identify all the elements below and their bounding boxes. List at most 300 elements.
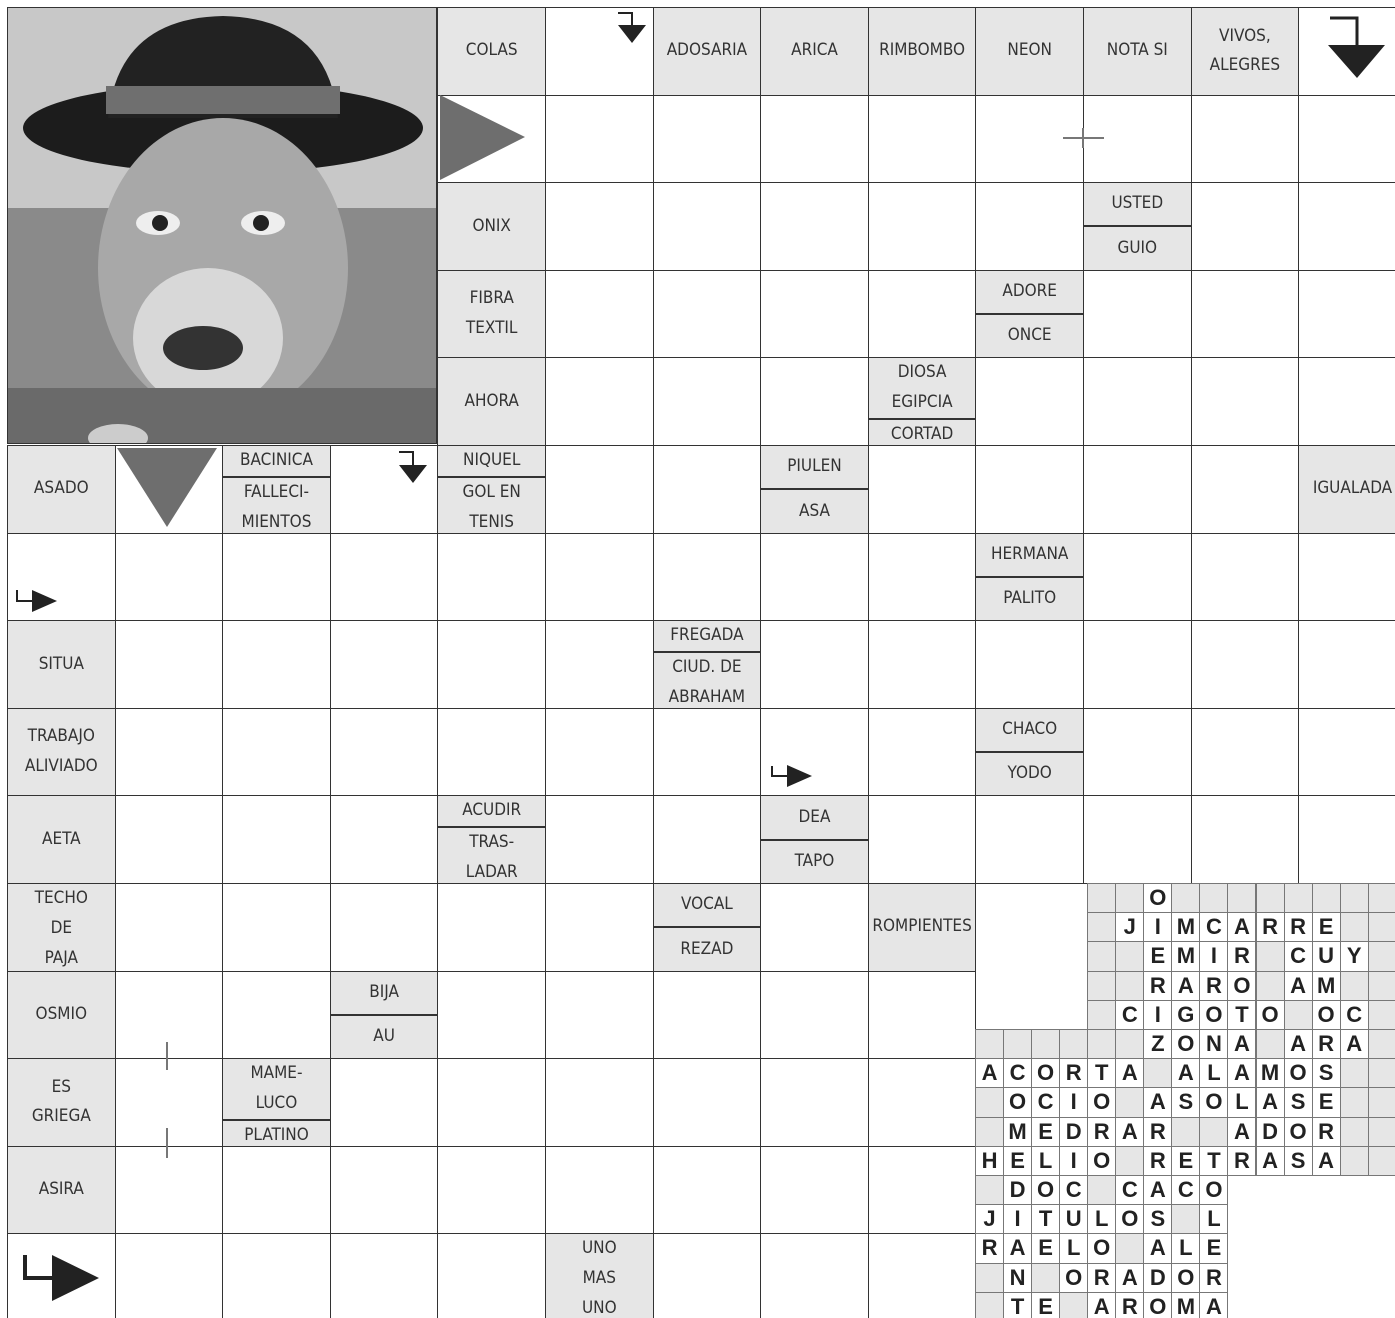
answer-cell[interactable] — [868, 270, 977, 359]
answer-cell[interactable] — [222, 795, 331, 884]
clue-cell — [975, 533, 1084, 622]
clue-text: RIMBOMBO — [879, 40, 966, 61]
clue-text: AU — [331, 1014, 438, 1058]
answer-cell[interactable] — [115, 1233, 224, 1318]
solution-letter — [1368, 971, 1395, 1001]
answer-cell[interactable] — [1083, 270, 1192, 359]
solution-letter: M — [1171, 941, 1200, 971]
solution-letter — [975, 1175, 1004, 1205]
answer-cell[interactable] — [653, 357, 762, 446]
answer-cell[interactable] — [760, 270, 869, 359]
solution-letter — [1087, 912, 1116, 942]
solution-letter — [1284, 1000, 1313, 1030]
answer-cell[interactable] — [7, 533, 116, 622]
answer-cell[interactable] — [115, 883, 224, 972]
answer-cell[interactable] — [1083, 708, 1192, 797]
solution-letter: E — [1171, 1146, 1200, 1176]
clue-cell — [437, 182, 546, 271]
solution-letter — [1087, 1175, 1116, 1205]
solution-letter — [1340, 1146, 1369, 1176]
answer-cell[interactable] — [975, 795, 1084, 884]
solution-letter: R — [1087, 1117, 1116, 1147]
solution-letter — [1115, 971, 1144, 1001]
answer-cell[interactable] — [653, 1146, 762, 1235]
solution-letter: H — [975, 1146, 1004, 1176]
solution-letter — [1368, 941, 1395, 971]
answer-cell[interactable] — [868, 445, 977, 534]
answer-cell[interactable] — [437, 971, 546, 1060]
solution-letter: M — [1171, 1292, 1200, 1318]
answer-cell[interactable] — [115, 795, 224, 884]
answer-cell[interactable] — [868, 971, 977, 1060]
clue-cell — [437, 270, 546, 359]
clue-text: MAME- LUCO — [250, 1063, 303, 1113]
clue-text: ONIX — [472, 215, 511, 236]
answer-cell[interactable] — [1083, 795, 1192, 884]
solution-letter: R — [1143, 1117, 1172, 1147]
clue-cell — [760, 7, 869, 96]
answer-cell[interactable] — [760, 620, 869, 709]
answer-cell[interactable] — [1298, 182, 1395, 271]
answer-cell[interactable] — [760, 1058, 869, 1147]
solution-letter — [1340, 1087, 1369, 1117]
solution-letter — [1115, 1146, 1144, 1176]
answer-cell[interactable] — [437, 1058, 546, 1147]
solution-letter: S — [1171, 1087, 1200, 1117]
answer-cell[interactable] — [1298, 795, 1395, 884]
clue-text: TRABAJO ALIVIADO — [24, 726, 98, 777]
answer-cell[interactable] — [1191, 182, 1300, 271]
answer-cell[interactable] — [545, 357, 654, 446]
solution-letter: R — [1227, 941, 1256, 971]
answer-cell[interactable] — [437, 1233, 546, 1318]
solution-letter: O — [1087, 1146, 1116, 1176]
solution-letter — [1256, 1029, 1285, 1059]
clue-cell — [975, 7, 1084, 96]
clue-text: SITUA — [38, 653, 84, 674]
solution-letter — [1256, 971, 1285, 1001]
answer-cell[interactable] — [330, 708, 439, 797]
clue-cell — [545, 1233, 654, 1318]
solution-letter — [1171, 1204, 1200, 1234]
answer-cell[interactable] — [760, 95, 869, 184]
solution-letter — [975, 1087, 1004, 1117]
answer-cell[interactable] — [115, 708, 224, 797]
answer-cell[interactable] — [760, 1233, 869, 1318]
answer-cell[interactable] — [1191, 357, 1300, 446]
solution-letter: L — [1199, 1058, 1228, 1088]
clue-text: ACUDIR — [462, 800, 522, 821]
clue-text: NIQUEL — [463, 450, 521, 470]
solution-letter: O — [1171, 1263, 1200, 1293]
answer-cell[interactable] — [1298, 357, 1395, 446]
solution-letter: Y — [1340, 941, 1369, 971]
solution-letter: M — [1256, 1058, 1285, 1088]
clue-text: ASADO — [33, 478, 89, 499]
answer-cell[interactable] — [222, 533, 331, 622]
solution-letter: I — [1003, 1204, 1032, 1234]
answer-cell[interactable] — [1191, 445, 1300, 534]
solution-letter: C — [1003, 1058, 1032, 1088]
solution-letter: L — [1199, 1204, 1228, 1234]
clue-text: FREGADA — [670, 625, 744, 646]
clue-text: GUIO — [1084, 225, 1191, 269]
solution-letter: U — [1312, 941, 1341, 971]
solution-letter: A — [1143, 1233, 1172, 1263]
solution-letter — [1256, 941, 1285, 971]
solution-letter: O — [1256, 1000, 1285, 1030]
solution-letter: E — [1199, 1233, 1228, 1263]
answer-cell[interactable] — [115, 533, 224, 622]
clue-cell — [760, 445, 869, 534]
solution-letter: T — [1199, 1146, 1228, 1176]
solution-letter — [1087, 1000, 1116, 1030]
solution-letter: O — [1284, 1117, 1313, 1147]
solution-letter — [1087, 941, 1116, 971]
portrait-photo — [8, 8, 437, 444]
solution-letter: A — [1284, 1029, 1313, 1059]
answer-cell[interactable] — [1298, 708, 1395, 797]
answer-cell[interactable] — [760, 533, 869, 622]
answer-cell[interactable] — [653, 270, 762, 359]
answer-cell[interactable] — [760, 708, 869, 797]
answer-cell[interactable] — [222, 620, 331, 709]
answer-cell[interactable] — [1191, 708, 1300, 797]
clue-text: VIVOS, ALEGRES — [1209, 25, 1281, 76]
clue-cell — [868, 7, 977, 96]
solution-letter: C — [1031, 1087, 1060, 1117]
clue-text: AHORA — [464, 390, 519, 411]
solution-letter — [1340, 883, 1369, 913]
clue-cell — [437, 7, 546, 96]
answer-cell[interactable] — [545, 445, 654, 534]
answer-cell[interactable] — [222, 883, 331, 972]
solution-letter: O — [1059, 1263, 1088, 1293]
answer-cell[interactable] — [330, 795, 439, 884]
solution-letter: T — [1031, 1204, 1060, 1234]
answer-cell[interactable] — [1083, 533, 1192, 622]
answer-cell[interactable] — [653, 533, 762, 622]
solution-letter: A — [1171, 971, 1200, 1001]
clue-text: NOTA SI — [1106, 40, 1168, 61]
answer-cell[interactable] — [653, 445, 762, 534]
clue-text: PIULEN — [787, 456, 842, 477]
answer-cell[interactable] — [1083, 620, 1192, 709]
solution-letter: A — [1256, 1146, 1285, 1176]
answer-cell[interactable] — [222, 1233, 331, 1318]
answer-cell[interactable] — [1298, 95, 1395, 184]
solution-letter: R — [1227, 1146, 1256, 1176]
solution-letter: A — [1227, 1117, 1256, 1147]
solution-letter — [1087, 883, 1116, 913]
answer-cell[interactable] — [545, 270, 654, 359]
clue-text: ONCE — [976, 313, 1083, 357]
clue-text: BACINICA — [240, 450, 313, 470]
answer-cell[interactable] — [868, 1233, 977, 1318]
answer-cell[interactable] — [760, 1146, 869, 1235]
solution-letter: A — [975, 1058, 1004, 1088]
solution-letter: I — [1143, 912, 1172, 942]
clue-photo — [7, 7, 437, 444]
solution-letter — [1368, 883, 1395, 913]
solution-letter: O — [1031, 1058, 1060, 1088]
answer-cell[interactable] — [868, 95, 977, 184]
solution-letter: Z — [1143, 1029, 1172, 1059]
answer-cell[interactable] — [1191, 270, 1300, 359]
answer-cell[interactable] — [1298, 620, 1395, 709]
solution-letter: R — [1059, 1058, 1088, 1088]
solution-letter: M — [1312, 971, 1341, 1001]
answer-cell[interactable] — [1298, 533, 1395, 622]
solution-letter: A — [1227, 1029, 1256, 1059]
solution-letter: C — [1199, 912, 1228, 942]
clue-text: CORTAD — [869, 418, 976, 450]
answer-cell[interactable] — [868, 795, 977, 884]
answer-cell[interactable] — [545, 883, 654, 972]
answer-cell[interactable] — [115, 971, 224, 1060]
answer-cell[interactable] — [868, 533, 977, 622]
solution-letter: O — [1031, 1175, 1060, 1205]
solution-letter: O — [1115, 1204, 1144, 1234]
clue-cell — [222, 1058, 331, 1147]
answer-cell[interactable] — [115, 1058, 224, 1147]
answer-cell[interactable] — [653, 1233, 762, 1318]
answer-cell[interactable] — [760, 883, 869, 972]
answer-cell[interactable] — [653, 182, 762, 271]
answer-cell[interactable] — [330, 1233, 439, 1318]
solution-letter — [1340, 1117, 1369, 1147]
answer-cell[interactable] — [868, 1058, 977, 1147]
answer-cell[interactable] — [975, 95, 1084, 184]
clue-cell — [975, 270, 1084, 359]
answer-cell[interactable] — [545, 1146, 654, 1235]
answer-cell[interactable] — [653, 795, 762, 884]
solution-letter — [1171, 883, 1200, 913]
solution-letter: S — [1143, 1204, 1172, 1234]
answer-cell[interactable] — [330, 620, 439, 709]
solution-letter: T — [1087, 1058, 1116, 1088]
solution-letter: E — [1312, 1087, 1341, 1117]
solution-letter: T — [1227, 1000, 1256, 1030]
answer-cell[interactable] — [1298, 270, 1395, 359]
answer-cell[interactable] — [760, 357, 869, 446]
solution-letter: R — [1143, 1146, 1172, 1176]
solution-letter: N — [1199, 1029, 1228, 1059]
solution-letter: E — [1031, 1233, 1060, 1263]
answer-cell[interactable] — [330, 1146, 439, 1235]
answer-cell[interactable] — [975, 357, 1084, 446]
answer-cell[interactable] — [545, 533, 654, 622]
answer-cell[interactable] — [330, 1058, 439, 1147]
answer-cell[interactable] — [1191, 533, 1300, 622]
solution-letter — [1256, 883, 1285, 913]
solution-letter: L — [1087, 1204, 1116, 1234]
clue-cell — [7, 708, 116, 797]
solution-letter: A — [1340, 1029, 1369, 1059]
answer-cell[interactable] — [868, 182, 977, 271]
clue-cell — [1298, 445, 1395, 534]
solution-letter: C — [1115, 1175, 1144, 1205]
answer-cell[interactable] — [868, 620, 977, 709]
clue-text: BIJA — [369, 981, 399, 1002]
answer-cell[interactable] — [868, 1146, 977, 1235]
solution-letter: I — [1059, 1146, 1088, 1176]
solution-letter: A — [1227, 912, 1256, 942]
answer-cell[interactable] — [437, 533, 546, 622]
solution-letter — [1171, 1117, 1200, 1147]
clue-cell — [760, 795, 869, 884]
answer-cell[interactable] — [222, 1146, 331, 1235]
solution-letter: A — [1087, 1292, 1116, 1318]
clue-text: USTED — [1111, 193, 1164, 214]
solution-letter: E — [1143, 941, 1172, 971]
answer-cell[interactable] — [437, 708, 546, 797]
clue-text: CIUD. DE ABRAHAM — [654, 651, 761, 713]
answer-cell[interactable] — [437, 883, 546, 972]
clue-text: DEA — [798, 806, 831, 827]
solution-letter: M — [1171, 912, 1200, 942]
answer-cell[interactable] — [437, 1146, 546, 1235]
answer-cell[interactable] — [115, 620, 224, 709]
answer-cell[interactable] — [653, 971, 762, 1060]
solution-letter: C — [1171, 1175, 1200, 1205]
answer-cell[interactable] — [222, 708, 331, 797]
answer-cell[interactable] — [330, 533, 439, 622]
answer-cell[interactable] — [1083, 95, 1192, 184]
solution-letter — [1115, 1233, 1144, 1263]
answer-cell[interactable] — [545, 182, 654, 271]
clue-text: ASIRA — [38, 1179, 84, 1200]
answer-cell[interactable] — [975, 182, 1084, 271]
answer-cell[interactable] — [115, 1146, 224, 1235]
answer-cell[interactable] — [437, 95, 546, 184]
clue-text: YODO — [976, 751, 1083, 795]
solution-letter: O — [1087, 1087, 1116, 1117]
clue-text: PALITO — [976, 576, 1083, 620]
solution-letter: O — [1312, 1000, 1341, 1030]
answer-cell[interactable] — [330, 445, 439, 534]
clue-text: ARICA — [791, 40, 838, 61]
answer-cell[interactable] — [1191, 795, 1300, 884]
solution-letter — [1368, 1029, 1395, 1059]
clue-text: CHACO — [1002, 719, 1058, 740]
solution-letter: L — [1227, 1087, 1256, 1117]
solution-letter — [1199, 1117, 1228, 1147]
answer-cell[interactable] — [545, 95, 654, 184]
solution-letter: A — [1115, 1263, 1144, 1293]
answer-cell[interactable] — [760, 971, 869, 1060]
answer-cell[interactable] — [545, 708, 654, 797]
solution-letter — [975, 1029, 1004, 1059]
solution-letter: A — [1284, 971, 1313, 1001]
clue-text: ADOSARIA — [666, 40, 748, 61]
clue-text: FIBRA TEXTIL — [465, 288, 518, 339]
answer-cell[interactable] — [330, 883, 439, 972]
clue-text: HERMANA — [991, 543, 1069, 564]
solution-letter: C — [1340, 1000, 1369, 1030]
clue-cell — [868, 357, 977, 446]
solution-letter: L — [1059, 1233, 1088, 1263]
clue-text: ASA — [761, 488, 868, 532]
solution-letter — [1368, 1117, 1395, 1147]
solution-letter — [1340, 912, 1369, 942]
answer-cell[interactable] — [437, 620, 546, 709]
answer-cell[interactable] — [222, 971, 331, 1060]
solution-letter — [1115, 1029, 1144, 1059]
solution-letter: R — [1143, 971, 1172, 1001]
answer-cell[interactable] — [1083, 357, 1192, 446]
answer-cell[interactable] — [545, 971, 654, 1060]
solution-letter: A — [1199, 1292, 1228, 1318]
answer-cell[interactable] — [545, 620, 654, 709]
solution-letter: S — [1284, 1146, 1313, 1176]
solution-letter: A — [1312, 1146, 1341, 1176]
solution-letter: R — [975, 1233, 1004, 1263]
solution-letter: A — [1143, 1087, 1172, 1117]
solution-letter: I — [1199, 941, 1228, 971]
clue-cell — [1083, 182, 1192, 271]
clue-cell — [7, 445, 116, 534]
solution-letter: O — [1003, 1087, 1032, 1117]
solution-letter: O — [1199, 1087, 1228, 1117]
solution-letter — [1368, 1146, 1395, 1176]
solution-letter: G — [1171, 1000, 1200, 1030]
solution-letter — [1059, 1029, 1088, 1059]
solution-letter — [975, 1263, 1004, 1293]
clue-cell — [7, 1146, 116, 1235]
clue-cell — [653, 883, 762, 972]
answer-cell[interactable] — [975, 445, 1084, 534]
solution-letter: E — [1031, 1292, 1060, 1318]
solution-letter — [1368, 1000, 1395, 1030]
solution-letter — [1227, 883, 1256, 913]
clue-cell — [7, 1058, 116, 1147]
clue-cell — [7, 620, 116, 709]
answer-cell[interactable] — [760, 182, 869, 271]
solution-letter — [1115, 1087, 1144, 1117]
clue-text: COLAS — [465, 40, 518, 61]
clue-cell — [1191, 7, 1300, 96]
answer-cell[interactable] — [7, 1233, 116, 1318]
answer-cell[interactable] — [545, 7, 654, 96]
solution-letter: A — [1115, 1117, 1144, 1147]
answer-cell[interactable] — [653, 1058, 762, 1147]
answer-cell[interactable] — [975, 620, 1084, 709]
clue-cell — [437, 445, 546, 534]
solution-letter: R — [1284, 912, 1313, 942]
clue-text: ROMPIENTES — [872, 916, 972, 937]
answer-cell[interactable] — [868, 708, 977, 797]
solution-letter — [1031, 1029, 1060, 1059]
solution-letter: R — [1199, 971, 1228, 1001]
answer-cell[interactable] — [545, 795, 654, 884]
solution-letter — [1059, 1292, 1088, 1318]
answer-cell[interactable] — [1191, 620, 1300, 709]
clue-cell — [653, 7, 762, 96]
answer-cell[interactable] — [653, 708, 762, 797]
answer-cell[interactable] — [1083, 445, 1192, 534]
answer-cell[interactable] — [1191, 95, 1300, 184]
clue-cell — [975, 708, 1084, 797]
answer-cell[interactable] — [115, 445, 224, 534]
solution-letter — [1368, 912, 1395, 942]
answer-cell[interactable] — [653, 95, 762, 184]
clue-text: ADORE — [1002, 281, 1057, 302]
answer-cell[interactable] — [545, 1058, 654, 1147]
answer-cell[interactable] — [1298, 7, 1395, 96]
solution-letter: O — [1143, 1292, 1172, 1318]
solution-letter: U — [1059, 1204, 1088, 1234]
